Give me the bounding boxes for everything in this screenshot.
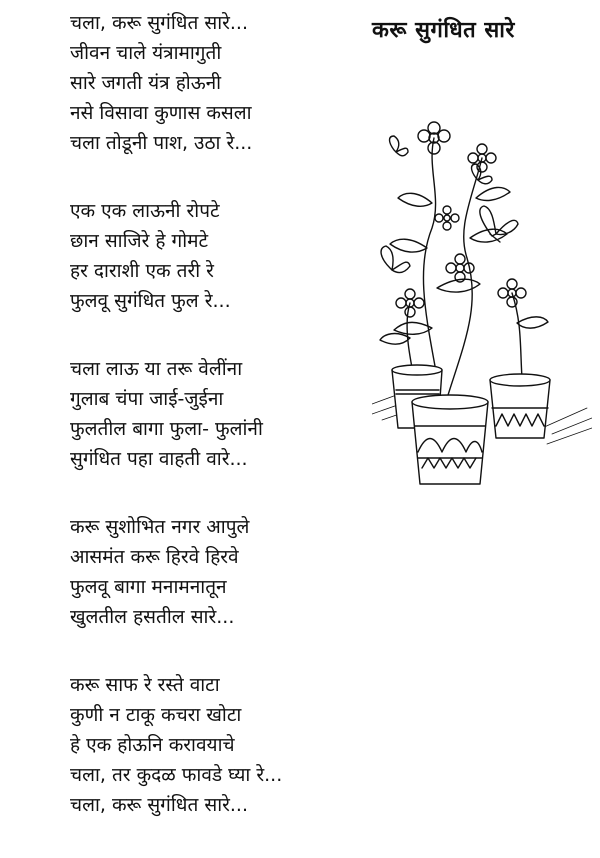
butterfly-icon bbox=[480, 206, 518, 242]
poem-line: आसमंत करू हिरवे हिरवे bbox=[70, 546, 239, 568]
poem-line: हे एक होऊनि करावयाचे bbox=[70, 734, 235, 756]
poem-line: नसे विसावा कुणास कसला bbox=[70, 102, 252, 124]
poem-line: फुलवू सुगंधित फुल रे... bbox=[70, 290, 231, 312]
stanza-2 bbox=[70, 196, 370, 316]
poem-line: चला, करू सुगंधित सारे... bbox=[70, 794, 249, 816]
poem-line: खुलतील हसतील सारे... bbox=[70, 606, 235, 628]
stanza-1 bbox=[70, 8, 370, 158]
poem-line: करू सुशोभित नगर आपुले bbox=[70, 516, 250, 538]
poem-title: करू सुगंधित सारे bbox=[372, 18, 515, 43]
poem-line: एक एक लाऊनी रोपटे bbox=[70, 200, 220, 222]
poem-line: फुलतील बागा फुला- फुलांनी bbox=[70, 418, 263, 440]
flowers bbox=[396, 122, 526, 317]
flower-pot-right bbox=[490, 374, 550, 438]
plant-stem bbox=[512, 293, 522, 378]
poem-line: सारे जगती यंत्र होऊनी bbox=[70, 72, 222, 94]
plant-stem bbox=[444, 158, 482, 408]
stanza-3 bbox=[70, 354, 370, 474]
poem-line: चला, तर कुदळ फावडे घ्या रे... bbox=[70, 764, 283, 786]
potted-flowers-illustration bbox=[372, 108, 592, 498]
poem-line: चला, करू सुगंधित सारे... bbox=[70, 12, 249, 34]
poem-line: फुलवू बागा मनामनातून bbox=[70, 576, 227, 598]
poem-line: चला लाऊ या तरू वेलींना bbox=[70, 358, 243, 380]
poem-line: करू साफ रे रस्ते वाटा bbox=[70, 674, 220, 696]
poem-line: कुणी न टाकू कचरा खोटा bbox=[70, 704, 242, 726]
butterfly-icon bbox=[472, 164, 493, 184]
poem-body bbox=[70, 8, 370, 858]
poem-line: जीवन चाले यंत्रामागुती bbox=[70, 42, 222, 64]
poem-line: छान साजिरे हे गोमटे bbox=[70, 230, 209, 252]
poem-line: चला तोडूनी पाश, उठा रे... bbox=[70, 132, 253, 154]
flower-pot-center bbox=[412, 395, 488, 484]
poem-line: हर दाराशी एक तरी रे bbox=[70, 260, 214, 282]
butterfly-icon bbox=[390, 136, 409, 156]
stanza-5 bbox=[70, 670, 370, 820]
poem-line: गुलाब चंपा जाई-जुईना bbox=[70, 388, 224, 410]
poem-line: सुगंधित पहा वाहती वारे... bbox=[70, 448, 248, 470]
stanza-4 bbox=[70, 512, 370, 632]
butterfly-icon bbox=[381, 246, 410, 273]
